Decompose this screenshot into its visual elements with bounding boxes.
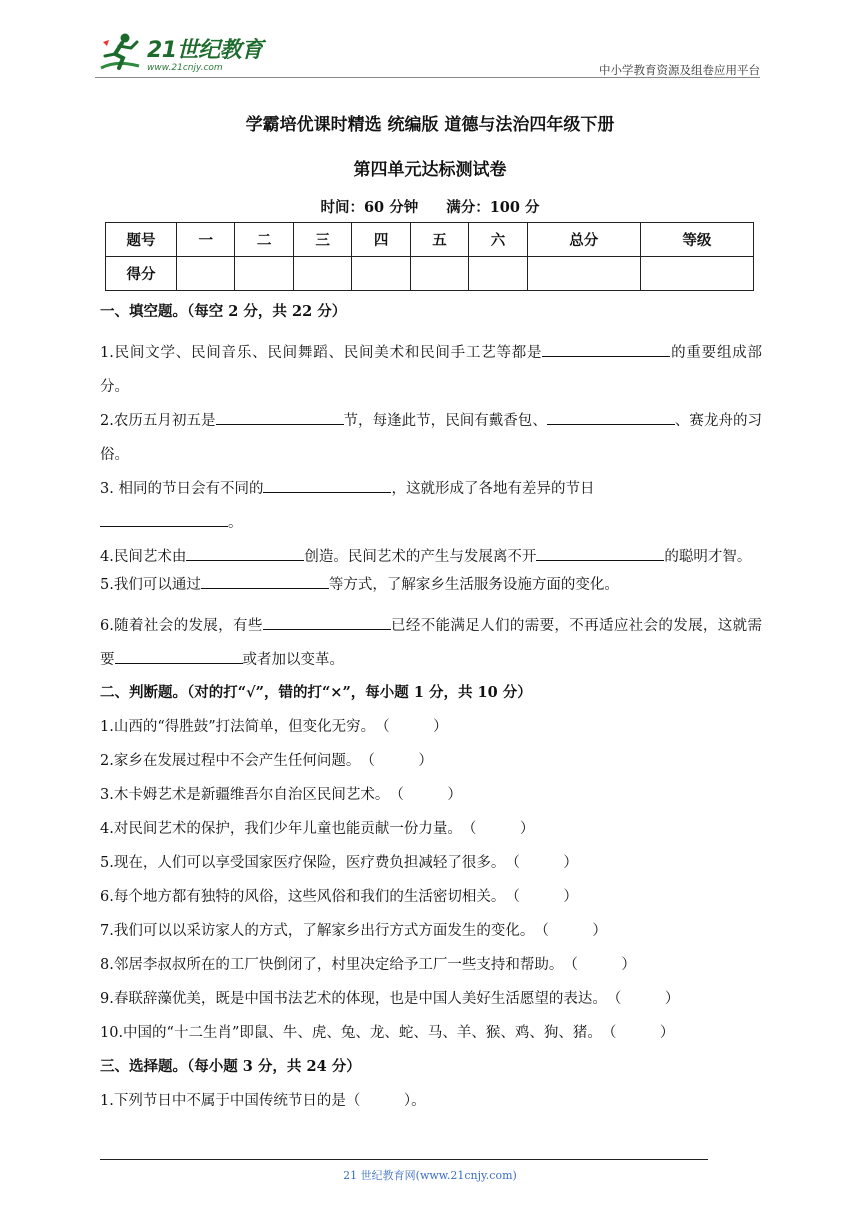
score-header-cell: 四 [352, 223, 410, 257]
answer-paren[interactable]: （ ） [606, 991, 680, 1007]
exam-meta [0, 196, 860, 217]
score-header-cell: 题号 [106, 223, 177, 257]
answer-paren[interactable]: （ ） [505, 855, 578, 871]
fill-question: 3. 相同的节日会有不同的 ，这就形成了各地有差异的节日 。 [100, 472, 762, 540]
answer-paren[interactable]: （ ） [389, 787, 462, 803]
choice-question: 1.下列节日中不属于中国传统节日的是（ ）。 [100, 1093, 426, 1109]
answer-paren[interactable]: （ ） [360, 753, 433, 769]
score-cell[interactable] [177, 257, 235, 291]
score-header-cell: 等级 [640, 223, 753, 257]
answer-blank[interactable] [263, 478, 391, 493]
score-cell[interactable] [235, 257, 293, 291]
fill-question: 5.我们可以通过 等方式，了解家乡生活服务设施方面的变化。 [100, 574, 762, 595]
answer-paren[interactable]: （ ） [534, 923, 607, 939]
score-table-header-row [106, 223, 754, 257]
answer-paren[interactable]: （ ） [505, 889, 578, 905]
judge-question: 6.每个地方都有独特的风俗，这些风俗和我们的生活密切相关。（ ） [100, 889, 578, 905]
fill-question: 2.农历五月初五是 节，每逢此节，民间有戴香包、 、赛龙舟的习俗。 [100, 404, 762, 472]
judge-question: 4.对民间艺术的保护，我们少年儿童也能贡献一份力量。（ ） [100, 821, 535, 837]
exam-title: 学霸培优课时精选 统编版 道德与法治四年级下册 [245, 115, 615, 135]
time-limit: 时间：60 分钟 [320, 199, 419, 216]
fill-question: 1.民间文学、民间音乐、民间舞蹈、民间美术和民间手工艺等都是 的重要组成部分。 [100, 336, 762, 404]
score-header-cell: 一 [177, 223, 235, 257]
answer-paren[interactable]: （ ） [461, 821, 535, 837]
exam-subtitle: 第四单元达标测试卷 [353, 160, 507, 180]
answer-paren[interactable]: （ ） [375, 719, 448, 735]
score-header-cell: 三 [293, 223, 351, 257]
footer-divider [100, 1159, 708, 1160]
judge-question: 2.家乡在发展过程中不会产生任何问题。（ ） [100, 753, 433, 769]
score-table [105, 222, 754, 291]
score-cell[interactable] [640, 257, 753, 291]
logo-title: 21世纪教育 [147, 38, 263, 63]
score-cell[interactable] [469, 257, 527, 291]
answer-blank[interactable] [542, 342, 670, 357]
footer-link[interactable]: 21 世纪教育网(www.21cnjy.com) [343, 1169, 517, 1182]
score-header-cell: 五 [410, 223, 468, 257]
answer-blank[interactable] [115, 649, 243, 664]
running-figure-icon [95, 30, 145, 74]
exam-content [100, 302, 762, 1125]
full-score: 满分：100 分 [446, 199, 540, 216]
header-divider [95, 77, 760, 78]
answer-blank[interactable] [536, 546, 664, 561]
logo-url: www.21cnjy.com [147, 63, 223, 73]
section-heading: 一、填空题。（每空 2 分，共 22 分） [100, 303, 347, 320]
section-heading: 二、判断题。（对的打“√”，错的打“×”，每小题 1 分，共 10 分） [100, 684, 532, 701]
score-cell[interactable] [410, 257, 468, 291]
answer-blank[interactable] [263, 615, 391, 630]
judge-question: 5.现在，人们可以享受国家医疗保险，医疗费负担减轻了很多。（ ） [100, 855, 578, 871]
answer-blank[interactable] [186, 546, 304, 561]
judge-question: 7.我们可以以采访家人的方式，了解家乡出行方式方面发生的变化。（ ） [100, 923, 607, 939]
judge-question: 1.山西的“得胜鼓”打法简单，但变化无穷。（ ） [100, 719, 448, 735]
site-logo[interactable] [95, 30, 263, 74]
score-header-cell: 总分 [527, 223, 640, 257]
score-cell[interactable] [293, 257, 351, 291]
score-header-cell: 二 [235, 223, 293, 257]
score-cell[interactable] [527, 257, 640, 291]
judge-question: 9.春联辞藻优美，既是中国书法艺术的体现，也是中国人美好生活愿望的表达。（ ） [100, 991, 680, 1007]
section-heading: 三、选择题。（每小题 3 分，共 24 分） [100, 1058, 361, 1075]
score-row-label: 得分 [106, 257, 177, 291]
answer-blank[interactable] [216, 410, 344, 425]
score-header-cell: 六 [469, 223, 527, 257]
answer-paren[interactable]: （ ） [563, 957, 636, 973]
answer-paren[interactable]: （ ） [601, 1025, 675, 1041]
judge-question: 3.木卡姆艺术是新疆维吾尔自治区民间艺术。（ ） [100, 787, 462, 803]
answer-blank[interactable] [547, 410, 675, 425]
judge-question: 10.中国的“十二生肖”即鼠、牛、虎、兔、龙、蛇、马、羊、猴、鸡、狗、猪。（ ） [100, 1025, 675, 1041]
fill-question: 4.民间艺术由 创造。民间艺术的产生与发展离不开 的聪明才智。 [100, 540, 762, 574]
score-table-score-row [106, 257, 754, 291]
page-header [95, 30, 760, 78]
answer-blank[interactable] [100, 512, 228, 527]
fill-question: 6.随着社会的发展，有些 已经不能满足人们的需要，不再适应社会的发展，这就需要 或者加以变革。 [100, 609, 762, 677]
score-cell[interactable] [352, 257, 410, 291]
platform-tagline: 中小学教育资源及组卷应用平台 [599, 63, 760, 77]
answer-blank[interactable] [201, 574, 329, 589]
judge-question: 8.邻居李叔叔所在的工厂快倒闭了，村里决定给予工厂一些支持和帮助。（ ） [100, 957, 636, 973]
